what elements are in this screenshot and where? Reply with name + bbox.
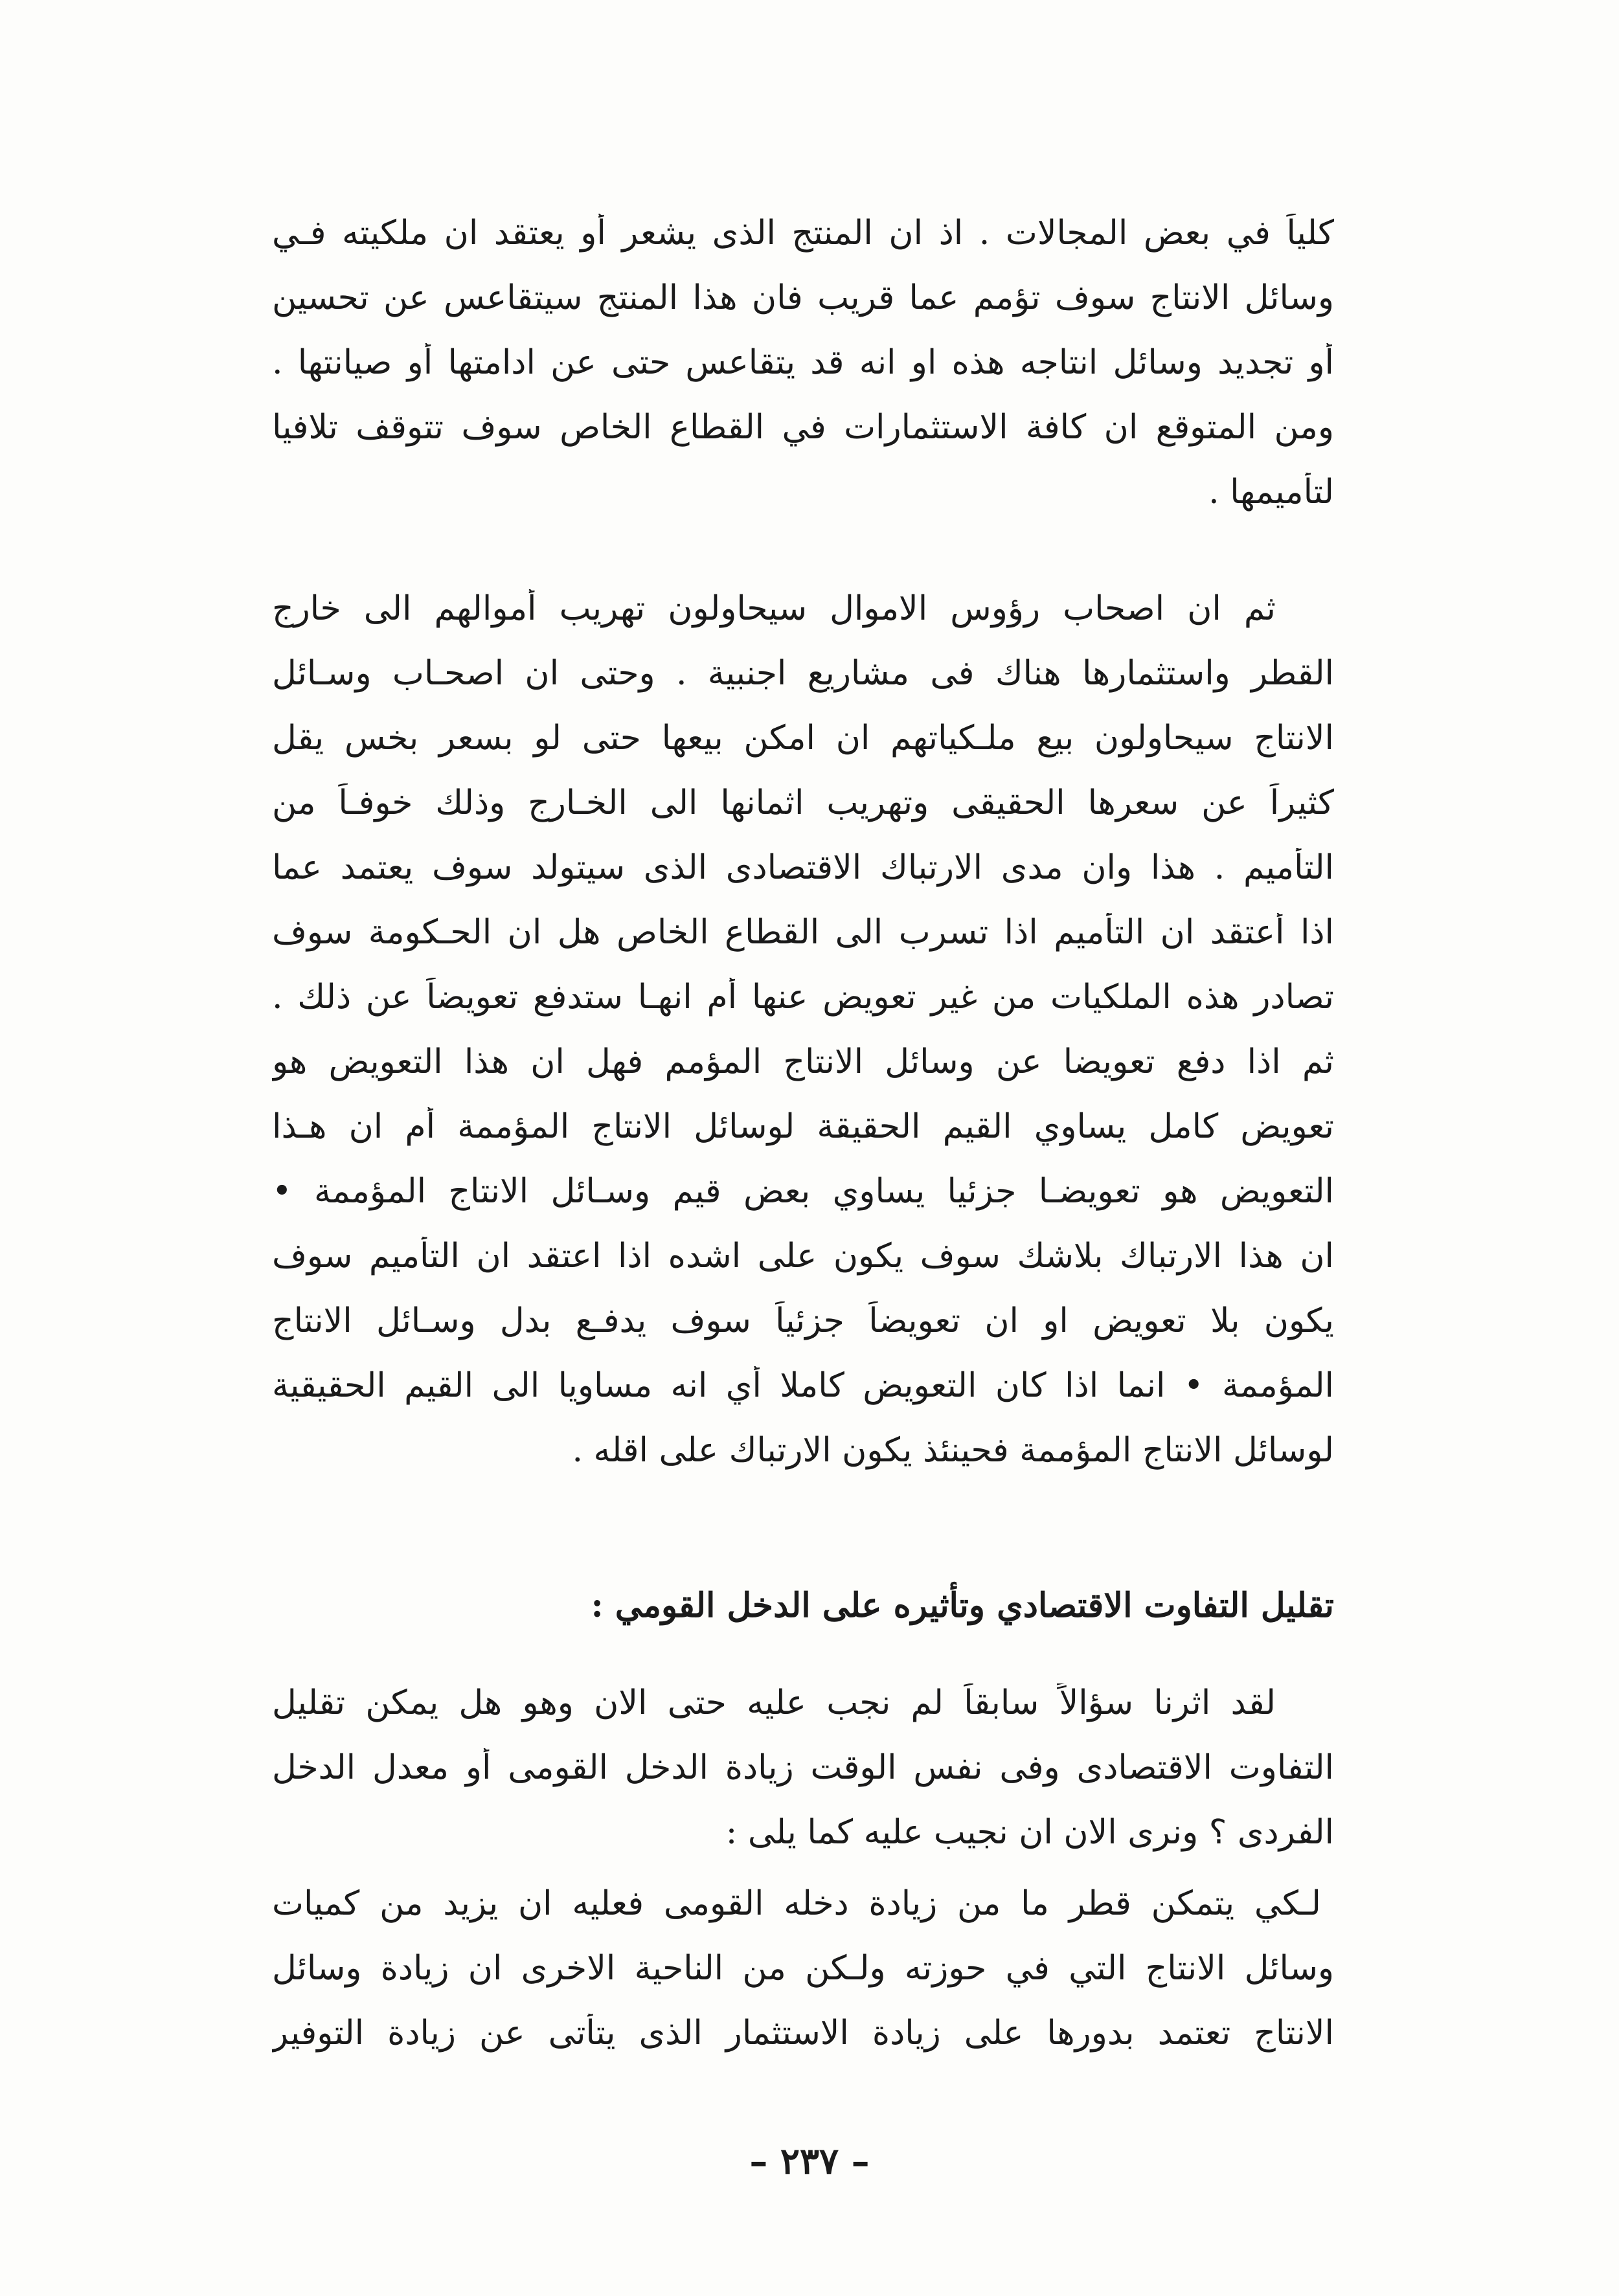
text-line: القطر واستثمارها هناك فى مشاريع اجنبية . وحتى ان اصحـاب وسـائل xyxy=(272,654,1334,693)
text-line: الفردى ؟ ونرى الان ان نجيب عليه كما يلى : xyxy=(725,1813,1334,1852)
text-line: المؤممة • انما اذا كان التعويض كاملا أي انه مساويا الى القيم الحقيقية xyxy=(272,1366,1334,1405)
text-line: الانتاج سيحاولون بيع ملـكياتهم ان امكن بيعها حتى لو بسعر بخس يقل xyxy=(272,719,1334,758)
text-line: كلياً في بعض المجالات . اذ ان المنتج الذى يشعر أو يعتقد ان ملكيته فـي xyxy=(272,214,1334,253)
text-line: ومن المتوقع ان كافة الاستثمارات في القطاع الخاص سوف تتوقف تلافيا xyxy=(272,408,1334,447)
text-line: ثم ان اصحاب رؤوس الاموال سيحاولون تهريب أموالهم الى خارج xyxy=(272,589,1276,628)
page-number: – ٢٣٧ – xyxy=(749,2140,870,2183)
text-line: أو تجديد وسائل انتاجه هذه او انه قد يتقاعس حتى عن ادامتها أو صيانتها . xyxy=(272,343,1334,382)
text-line: لوسائل الانتاج المؤممة فحينئذ يكون الارتباك على اقله . xyxy=(572,1431,1334,1470)
text-line: التأميم . هذا وان مدى الارتباك الاقتصادى الذى سيتولد سوف يعتمد عما xyxy=(272,848,1334,887)
text-line: كثيراً عن سعرها الحقيقى وتهريب اثمانها الى الخـارج وذلك خوفـاً من xyxy=(272,783,1334,822)
text-line: تعويض كامل يساوي القيم الحقيقة لوسائل الانتاج المؤممة أم ان هـذا xyxy=(272,1107,1334,1146)
text-line: يكون بلا تعويض او ان تعويضاً جزئياً سوف يدفـع بدل وسـائل الانتاج xyxy=(272,1301,1334,1340)
text-line: لـكي يتمكن قطر ما من زيادة دخله القومى فعليه ان يزيد من كميات xyxy=(272,1884,1321,1923)
text-line: ثم اذا دفع تعويضا عن وسائل الانتاج المؤمم فهل ان هذا التعويض هو xyxy=(272,1042,1334,1081)
section-heading: تقليل التفاوت الاقتصادي وتأثيره على الدخل القومي : xyxy=(591,1586,1334,1625)
text-line: تصادر هذه الملكيات من غير تعويض عنها أم انهـا ستدفع تعويضاً عن ذلك . xyxy=(272,978,1334,1017)
text-line: لتأميمها . xyxy=(1208,473,1334,512)
text-line: التعويض هو تعويضـا جزئيا يساوي بعض قيم وسـائل الانتاج المؤممة • xyxy=(272,1172,1334,1211)
text-line: وسائل الانتاج التي في حوزته ولـكن من الناحية الاخرى ان زيادة وسائل xyxy=(272,1949,1334,1988)
text-line: الانتاج تعتمد بدورها على زيادة الاستثمار الذى يتأتى عن زيادة التوفير xyxy=(272,2014,1334,2053)
text-line: اذا أُعتقد ان التأميم اذا تسرب الى القطاع الخاص هل ان الحـكومة سوف xyxy=(272,913,1334,952)
text-line: ان هذا الارتباك بلاشك سوف يكون على اشده اذا اعتقد ان التأميم سوف xyxy=(272,1237,1334,1276)
text-line: وسائل الانتاج سوف تؤمم عما قريب فان هذا المنتج سيتقاعس عن تحسين xyxy=(272,278,1334,317)
text-line: التفاوت الاقتصادى وفى نفس الوقت زيادة الدخل القومى أو معدل الدخل xyxy=(272,1748,1334,1787)
text-line: لقد اثرنا سؤالاً سابقاً لم نجب عليه حتى الان وهو هل يمكن تقليل xyxy=(272,1683,1276,1722)
